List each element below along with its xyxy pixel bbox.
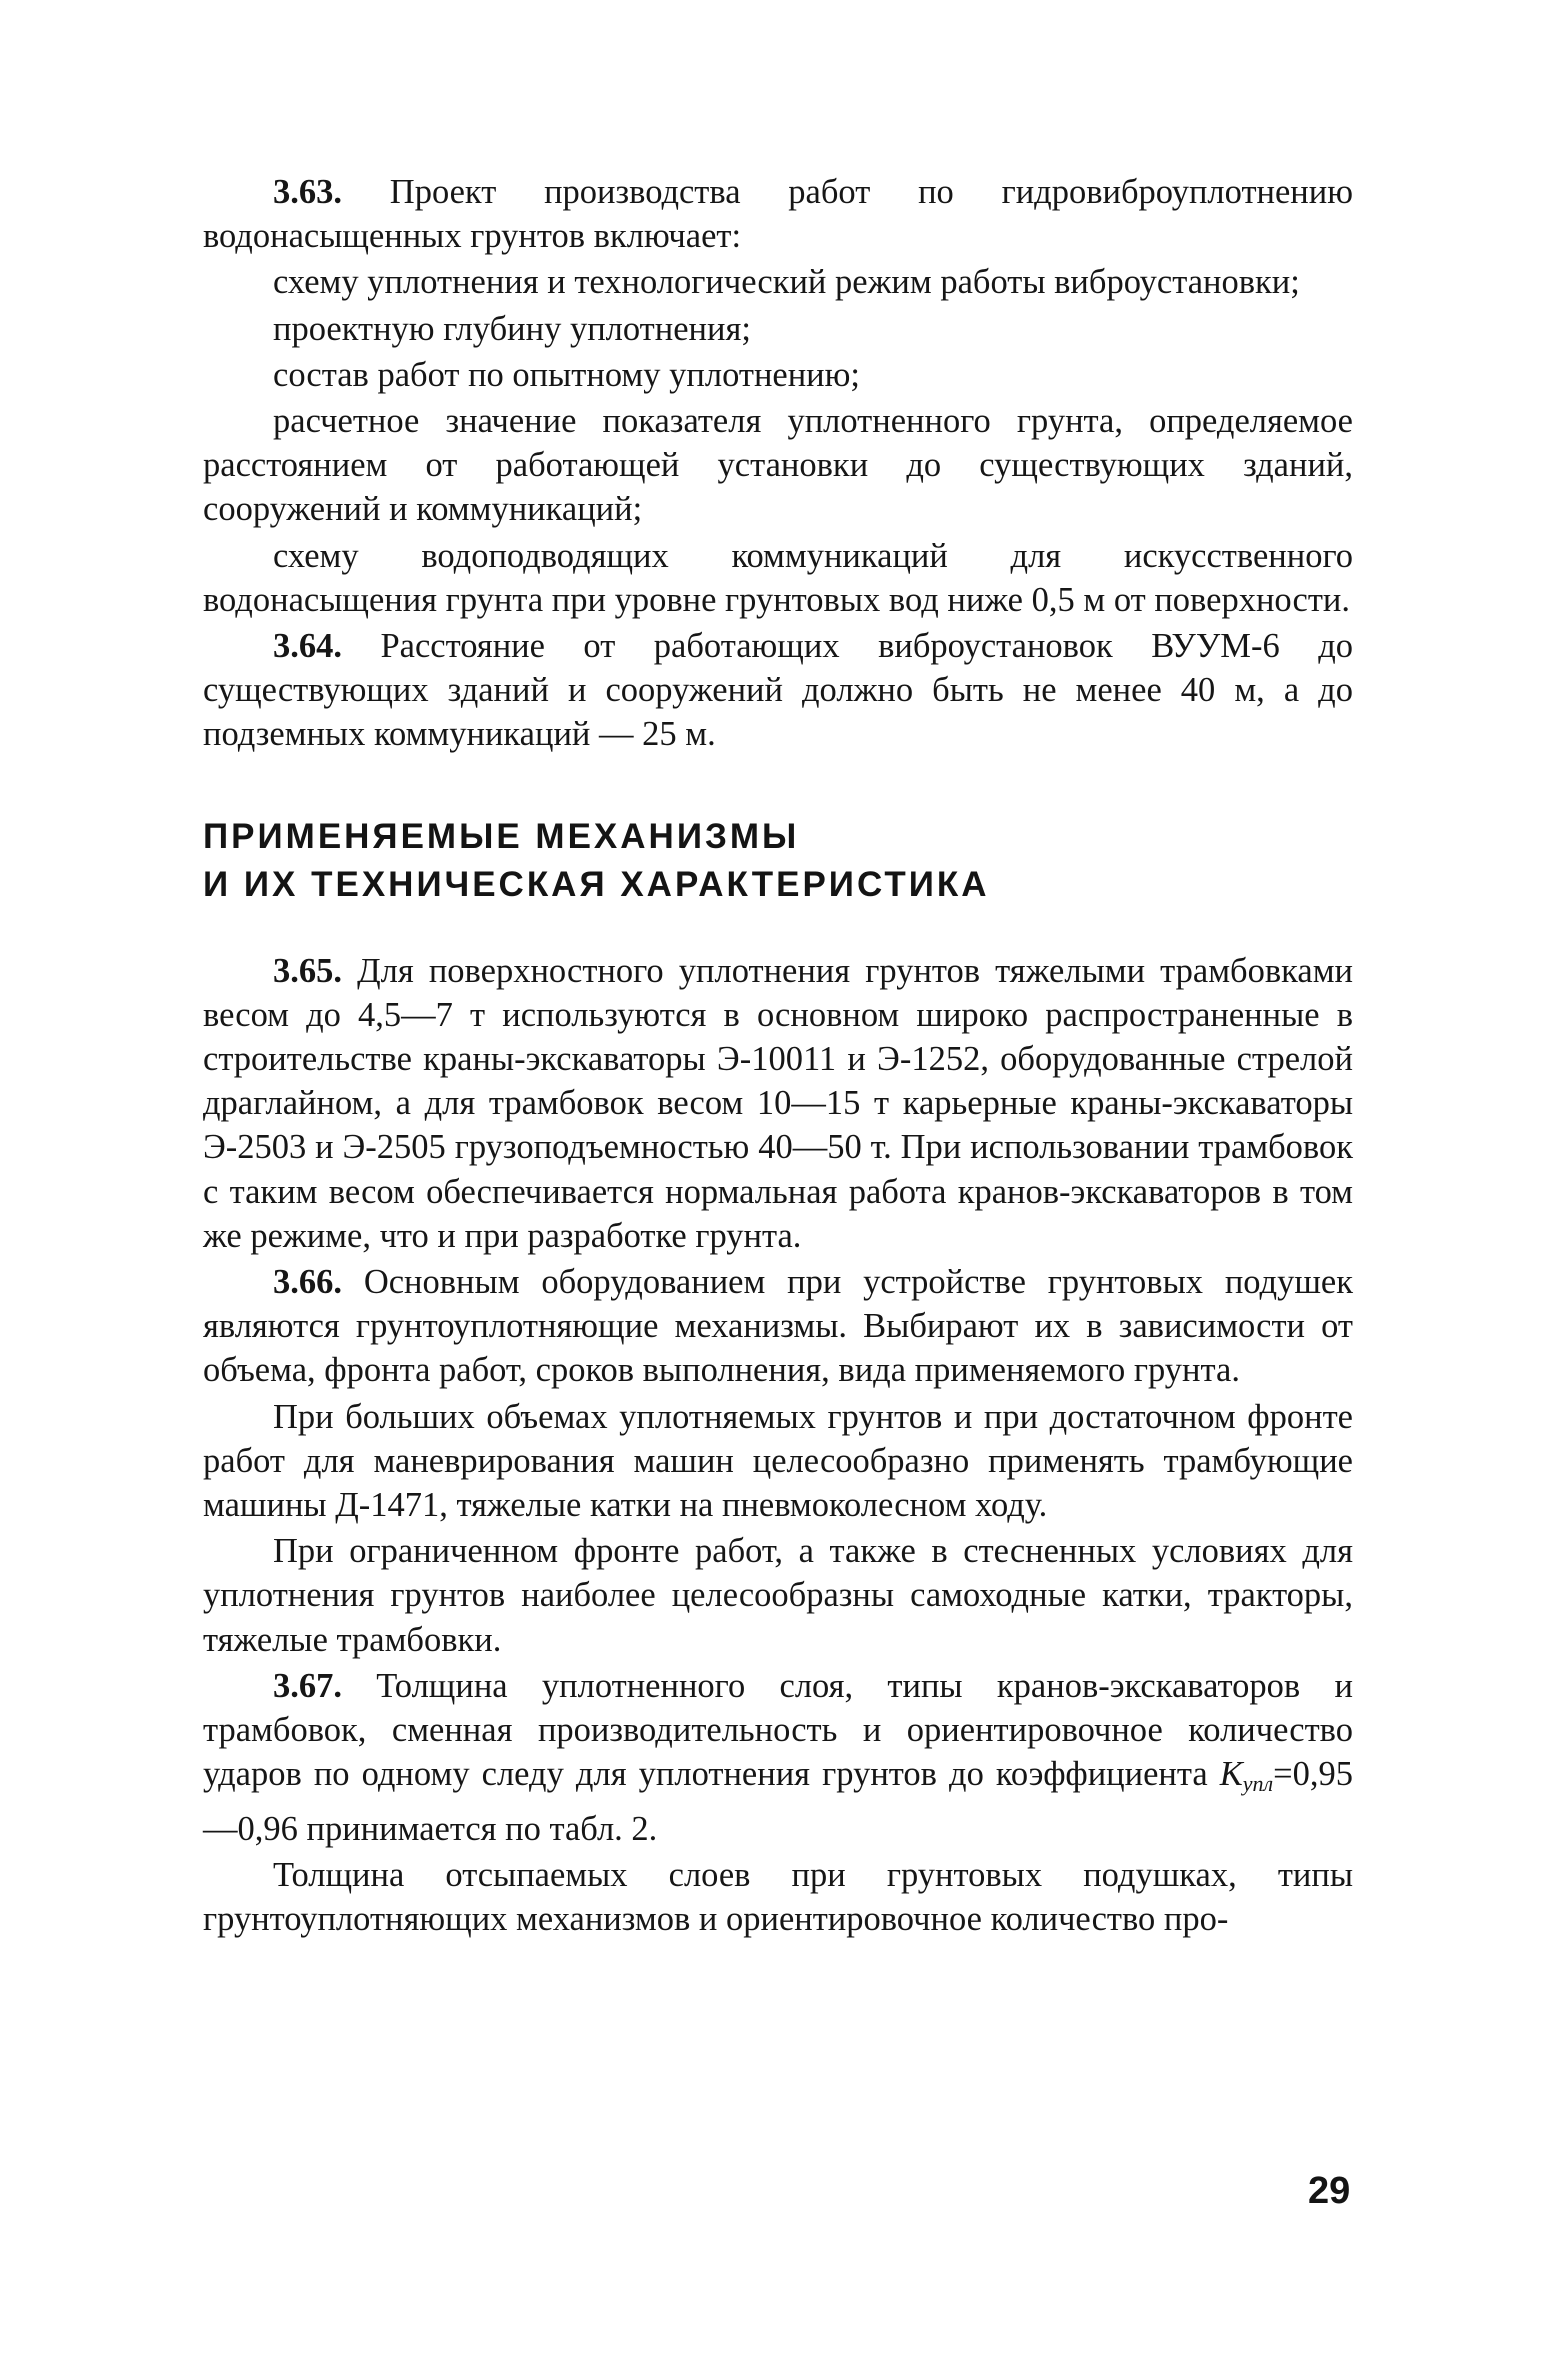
paragraph-text: Основным оборудованием при устройстве грунтовых подушек являются грунтоуплотняющие механизмы. Выбирают их в зависимости от объема, фронта работ, сроков выполнения, вида применяемого грунта.: [203, 1263, 1353, 1390]
clause-number: 3.66.: [273, 1263, 342, 1302]
list-item: [203, 399, 1353, 532]
paragraph-text: Толщина отсыпаемых слоев при грунтовых подушках, типы грунтоуплотняющих механизмов и ориентировочное количество про-: [203, 1855, 1353, 1938]
paragraph-text: Расстояние от работающих виброустановок ВУУМ-6 до существующих зданий и сооружений должно быть не менее 40 м, а до подземных коммуникаций — 25 м.: [203, 627, 1353, 754]
paragraph-text: расчетное значение показателя уплотненного грунта, определяемое расстоянием от работающей установки до существующих зданий, сооружений и коммуникаций;: [203, 402, 1353, 529]
coefficient-symbol: K: [1219, 1755, 1243, 1794]
clause-number: 3.65.: [273, 951, 342, 990]
paragraph-text: =0,95—0,96 принимается по табл. 2.: [203, 1755, 1353, 1848]
paragraph: [203, 624, 1353, 757]
heading-line: И ИХ ТЕХНИЧЕСКАЯ ХАРАКТЕРИСТИКА: [203, 864, 990, 904]
list-item: [203, 534, 1353, 622]
paragraph: [203, 170, 1353, 258]
paragraph-text: Для поверхностного уплотнения грунтов тяжелыми трамбовками весом до 4,5—7 т используются в основном широко распространенные в строительстве краны-экскаваторы Э-10011 и Э-1252, оборудованные стрелой драглайном, а для трамбовок весом 10—15 т карьерные краны-экскаваторы Э-2503 и Э-2505 грузоподъемностью 40—50 т. При использовании трамбовок с таким весом обеспечивается нормальная работа кранов-экскаваторов в том же режиме, что и при разработке грунта.: [203, 951, 1353, 1255]
paragraph-text: состав работ по опытному уплотнению;: [273, 355, 861, 394]
clause-number: 3.64.: [273, 627, 342, 666]
paragraph: [203, 1529, 1353, 1662]
page-number: 29: [1308, 2170, 1351, 2212]
paragraph: [203, 1664, 1353, 1851]
paragraph-text: проектную глубину уплотнения;: [273, 309, 751, 348]
paragraph-text: схему водоподводящих коммуникаций для искусственного водонасыщения грунта при уровне грунтовых вод ниже 0,5 м от поверхности.: [203, 536, 1353, 619]
section-heading: [203, 813, 1353, 909]
document-page: [203, 170, 1353, 1943]
paragraph: [203, 949, 1353, 1258]
paragraph-text: Проект производства работ по гидровиброуплотнению водонасыщенных грунтов включает:: [203, 173, 1353, 256]
paragraph: [203, 1853, 1353, 1941]
paragraph: [203, 1395, 1353, 1528]
coefficient-subscript: упл: [1242, 1771, 1274, 1797]
list-item: [203, 307, 1353, 351]
paragraph-text: При ограниченном фронте работ, а также в стесненных условиях для уплотнения грунтов наиболее целесообразны самоходные катки, тракторы, тяжелые трамбовки.: [203, 1532, 1353, 1659]
heading-line: ПРИМЕНЯЕМЫЕ МЕХАНИЗМЫ: [203, 816, 800, 856]
paragraph-text: Толщина уплотненного слоя, типы кранов-экскаваторов и трамбовок, сменная производительность и ориентировочное количество ударов по одному следу для уплотнения грунтов до коэффициента: [203, 1666, 1353, 1794]
paragraph-text: схему уплотнения и технологический режим работы виброустановки;: [273, 263, 1300, 302]
paragraph-text: При больших объемах уплотняемых грунтов и при достаточном фронте работ для маневрирования машин целесообразно применять трамбующие машины Д-1471, тяжелые катки на пневмоколесном ходу.: [203, 1397, 1353, 1525]
bottom-section: [203, 949, 1353, 1941]
list-item: [203, 260, 1353, 304]
top-section: [203, 170, 1353, 757]
clause-number: 3.63.: [273, 173, 342, 211]
paragraph: [203, 1260, 1353, 1393]
clause-number: 3.67.: [273, 1666, 342, 1705]
list-item: [203, 353, 1353, 397]
